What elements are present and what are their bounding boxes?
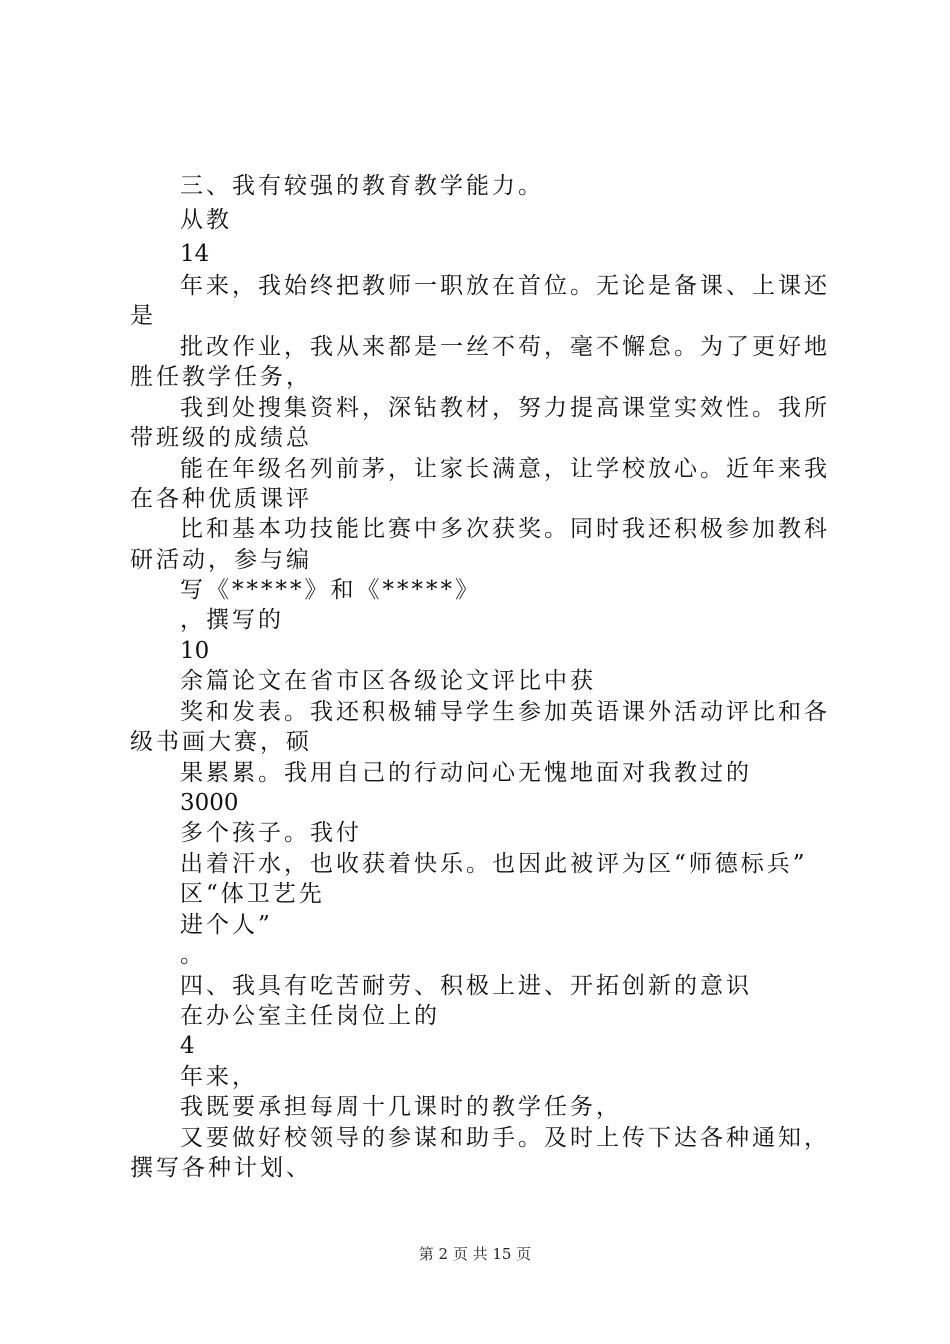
text-line: 三、我有较强的教育教学能力。 — [180, 173, 544, 199]
text-line: 10 — [180, 638, 210, 664]
text-line: 进个人” — [180, 912, 273, 938]
text-line: 奖和发表。我还积极辅导学生参加英语课外活动评比和各 — [180, 699, 830, 725]
text-line: 批改作业，我从来都是一丝不苟，毫不懈怠。为了更好地 — [180, 334, 830, 360]
text-line: 。 — [180, 942, 206, 968]
text-line: 在办公室主任岗位上的 — [180, 1003, 440, 1029]
text-line: 余篇论文在省市区各级论文评比中获 — [180, 668, 596, 694]
text-line: 我到处搜集资料，深钻教材，努力提高课堂实效性。我所 — [180, 395, 830, 421]
text-line: 区“体卫艺先 — [180, 881, 325, 907]
text-line: 能在年级名列前茅，让家长满意，让学校放心。近年来我 — [180, 456, 830, 482]
text-line: 我既要承担每周十几课时的教学任务， — [180, 1094, 622, 1120]
text-line: 3000 — [180, 790, 239, 816]
text-line: 带班级的成绩总 — [130, 425, 312, 451]
text-line: 年来， — [180, 1064, 258, 1090]
text-line: 级书画大赛，硕 — [130, 729, 312, 755]
text-line: 4 — [180, 1033, 195, 1059]
text-line: 写《*****》和《*****》 — [180, 577, 481, 603]
text-line: 出着汗水，也收获着快乐。也因此被评为区“师德标兵” — [180, 851, 808, 877]
text-line: 撰写各种计划、 — [130, 1155, 312, 1181]
page-footer: 第 2 页 共 15 页 — [418, 1245, 532, 1263]
text-line: 年来，我始终把教师一职放在首位。无论是备课、上课还 — [180, 273, 830, 299]
text-line: 研活动，参与编 — [130, 547, 312, 573]
text-line: 又要做好校领导的参谋和助手。及时上传下达各种通知， — [180, 1125, 830, 1151]
text-line: 是 — [130, 303, 156, 329]
text-line: ，撰写的 — [180, 607, 284, 633]
text-line: 比和基本功技能比赛中多次获奖。同时我还积极参加教科 — [180, 516, 830, 542]
text-line: 多个孩子。我付 — [180, 820, 362, 846]
text-line: 从教 — [180, 207, 232, 233]
text-line: 14 — [180, 241, 210, 267]
text-line: 果累累。我用自己的行动问心无愧地面对我教过的 — [180, 760, 752, 786]
text-line: 胜任教学任务， — [130, 364, 312, 390]
text-line: 四、我具有吃苦耐劳、积极上进、开拓创新的意识 — [180, 973, 752, 999]
text-line: 在各种优质课评 — [130, 486, 312, 512]
